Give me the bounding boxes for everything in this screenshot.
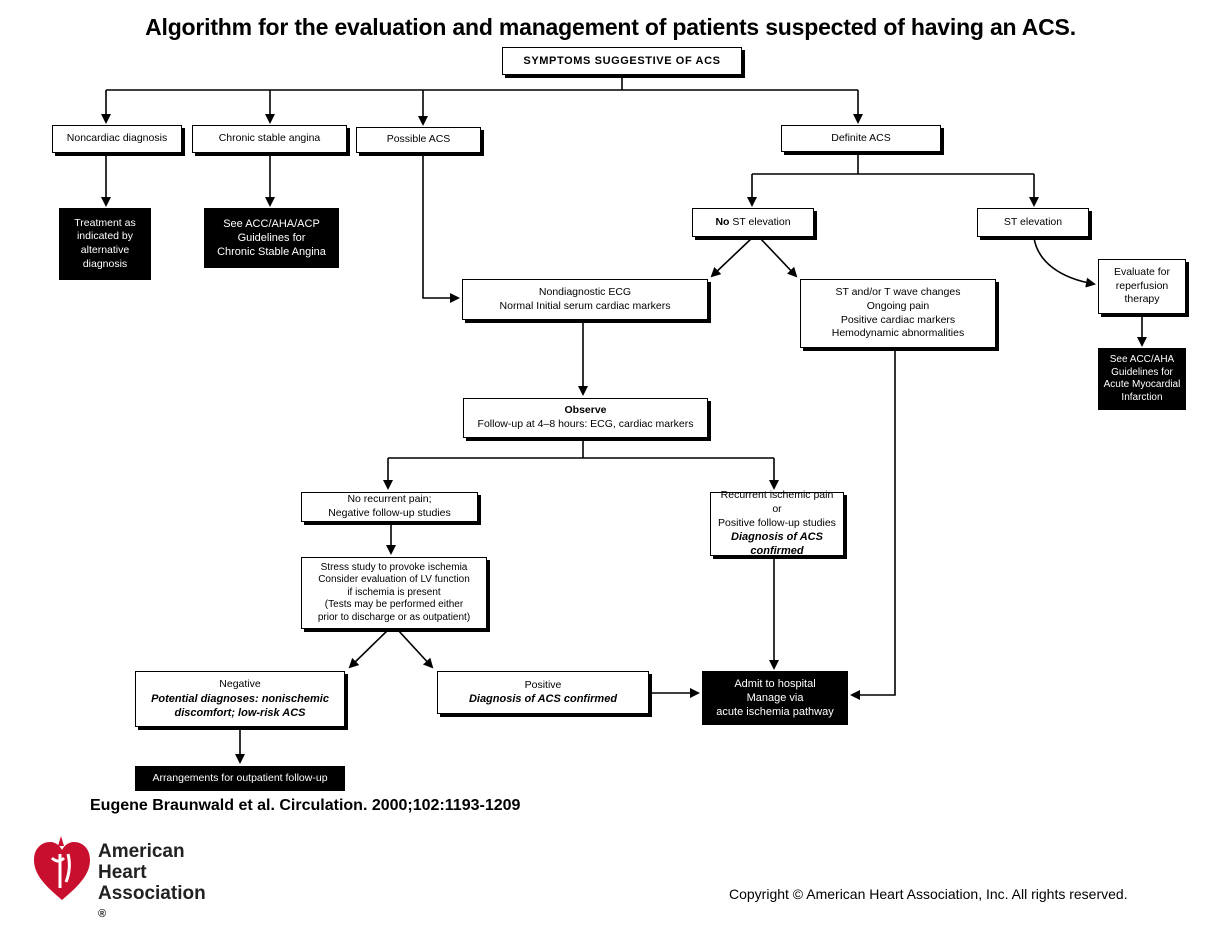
node-text-line: reperfusion (1115, 279, 1169, 292)
node-possible-acs: Possible ACS (356, 127, 481, 153)
observe-text: Follow-up at 4–8 hours: ECG, cardiac markers (477, 418, 694, 430)
node-chronic-stable-angina: Chronic stable angina (192, 125, 347, 153)
node-symptoms: SYMPTOMS SUGGESTIVE OF ACS (502, 47, 742, 75)
node-text-line (715, 216, 790, 230)
node-text-line: Normal Initial serum cardiac markers (499, 299, 671, 312)
positive-title: Positive (524, 678, 562, 691)
node-text-line: Negative follow-up studies (328, 507, 451, 519)
logo-association: Association (98, 883, 206, 904)
node-text-line: diagnosis (82, 257, 128, 270)
node-text-line: indicated by (76, 230, 134, 243)
node-text-line: confirmed (750, 545, 804, 558)
node-treatment-alternative (59, 208, 151, 280)
node-text-line: acute ischemia pathway (716, 706, 834, 719)
node-text-line: See ACC/AHA/ACP (223, 217, 320, 230)
node-stress-study (301, 557, 487, 629)
node-st-elevation: ST elevation (977, 208, 1089, 237)
node-text-line: Recurrent ischemic pain or (720, 489, 834, 515)
observe-title: Observe (564, 404, 607, 417)
node-see-acc-chronic (204, 208, 339, 268)
aha-logo-text (98, 841, 206, 925)
node-text-line: alternative (80, 244, 130, 256)
node-recurrent-pain (710, 489, 844, 558)
node-negative (135, 671, 345, 727)
node-text-line: Admit to hospital (734, 677, 816, 690)
node-observe (463, 398, 708, 438)
node-text-line: Treatment as (74, 216, 136, 229)
citation: Eugene Braunwald et al. Circulation. 2000;102:1193-1209 (90, 797, 521, 814)
no-st-bold: No (715, 215, 730, 228)
negative-title: Negative (219, 677, 261, 690)
node-text-line: Potential diagnoses: nonischemic (151, 692, 329, 705)
page-title: Algorithm for the evaluation and management of patients suspected of having an ACS. (145, 14, 1076, 40)
node-text-line: Guidelines for (237, 231, 306, 244)
node-positive (437, 671, 649, 714)
node-st-t-changes (800, 279, 996, 348)
node-no-st-elevation (692, 208, 814, 237)
node-text-line: (Tests may be performed either (324, 599, 464, 611)
node-text-line: Hemodynamic abnormalities (831, 327, 965, 340)
node-text-line: No recurrent pain; (347, 493, 432, 506)
node-text-line: therapy (1124, 293, 1160, 306)
node-text-line: if ischemia is present (347, 586, 441, 598)
node-text-line: Consider evaluation of LV function (318, 574, 470, 586)
logo-line: Heart (98, 862, 147, 883)
node-text-line: Nondiagnostic ECG (538, 285, 632, 298)
node-nondiagnostic-ecg (462, 279, 708, 320)
node-admit-to-hospital (702, 671, 848, 725)
node-text-line: prior to discharge or as outpatient) (317, 611, 471, 623)
node-text-line: Acute Myocardial (1103, 379, 1181, 390)
node-evaluate-reperfusion (1098, 259, 1186, 314)
node-text-line: Stress study to provoke ischemia (320, 561, 468, 573)
positive-diag: Diagnosis of ACS confirmed (468, 693, 618, 706)
node-arrangements-outpatient: Arrangements for outpatient follow-up (135, 766, 345, 791)
logo-line: American (98, 841, 185, 862)
node-text-line: Chronic Stable Angina (217, 246, 326, 259)
copyright: Copyright © American Heart Association, Inc. All rights reserved. (729, 886, 1128, 902)
node-text-line: Ongoing pain (866, 299, 930, 312)
node-noncardiac-diagnosis: Noncardiac diagnosis (52, 125, 182, 153)
node-see-acc-ami (1098, 348, 1186, 410)
node-no-recurrent-pain (301, 492, 478, 522)
node-text-line: ST and/or T wave changes (835, 286, 961, 299)
node-definite-acs: Definite ACS (781, 125, 941, 152)
logo-line (98, 883, 206, 925)
node-text-line: Diagnosis of ACS (731, 531, 823, 544)
node-text-line: Positive cardiac markers (840, 313, 956, 326)
logo-registered-mark: ® (98, 908, 107, 920)
node-text-line: discomfort; low-risk ACS (174, 706, 306, 719)
no-st-rest: ST elevation (729, 215, 791, 228)
node-text-line: See ACC/AHA (1109, 354, 1175, 365)
node-text-line: Infarction (1121, 391, 1163, 403)
node-text-line: Evaluate for (1113, 266, 1171, 279)
node-text-line: Positive follow-up studies (718, 516, 836, 529)
node-text-line: Guidelines for (1111, 366, 1173, 378)
node-text-line: Manage via (746, 691, 804, 704)
